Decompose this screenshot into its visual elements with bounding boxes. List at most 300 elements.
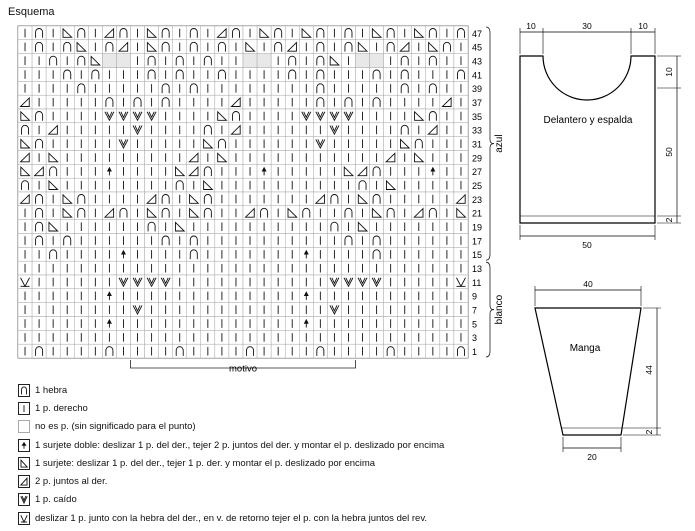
chart-cell xyxy=(313,303,327,317)
chart-cell xyxy=(398,151,412,165)
chart-cell xyxy=(173,123,187,137)
chart-cell xyxy=(412,26,426,40)
chart-cell xyxy=(60,234,74,248)
chart-cell xyxy=(18,206,32,220)
chart-cell xyxy=(131,344,145,358)
chart-cell xyxy=(257,192,271,206)
chart-cell xyxy=(173,317,187,331)
chart-cell xyxy=(74,261,88,275)
legend-item xyxy=(18,436,578,454)
chart-cell xyxy=(229,317,243,331)
chart-cell xyxy=(173,234,187,248)
chart-cell xyxy=(173,289,187,303)
chart-cell xyxy=(116,109,130,123)
chart-cell xyxy=(60,137,74,151)
chart-cell xyxy=(440,303,454,317)
chart-cell xyxy=(243,275,257,289)
chart-cell xyxy=(102,275,116,289)
chart-cell xyxy=(131,330,145,344)
chart-cell xyxy=(215,344,229,358)
chart-cell xyxy=(356,261,370,275)
chart-cell xyxy=(426,68,440,82)
juntos-icon xyxy=(18,475,30,488)
chart-cell xyxy=(370,40,384,54)
chart-cell xyxy=(370,192,384,206)
chart-cell xyxy=(384,220,398,234)
chart-cell xyxy=(201,275,215,289)
chart-cell xyxy=(102,234,116,248)
chart-cell xyxy=(384,330,398,344)
chart-cell xyxy=(299,192,313,206)
chart-cell xyxy=(271,137,285,151)
chart-cell xyxy=(440,68,454,82)
chart-cell xyxy=(426,109,440,123)
chart-cell xyxy=(74,178,88,192)
chart-cell xyxy=(18,289,32,303)
chart-cell xyxy=(398,247,412,261)
chart-cell xyxy=(60,68,74,82)
chart-cell xyxy=(398,234,412,248)
chart-cell xyxy=(215,178,229,192)
chart-cell xyxy=(243,95,257,109)
chart-cell xyxy=(46,344,60,358)
row-number: 45 xyxy=(472,42,483,53)
chart-cell xyxy=(412,81,426,95)
chart-cell xyxy=(131,192,145,206)
chart-cell xyxy=(74,247,88,261)
chart-cell xyxy=(88,151,102,165)
row-number: 15 xyxy=(472,250,483,261)
body-dim-right-bottom: 2 xyxy=(664,217,674,223)
chart-cell xyxy=(313,317,327,331)
sleeve-dim-top: 40 xyxy=(583,279,593,289)
chart-cell xyxy=(454,344,468,358)
chart-cell xyxy=(18,330,32,344)
chart-cell xyxy=(327,344,341,358)
chart-cell xyxy=(229,95,243,109)
chart-cell xyxy=(243,192,257,206)
chart-cell xyxy=(102,109,116,123)
row-number: 1 xyxy=(472,346,478,357)
chart-cell xyxy=(440,151,454,165)
chart-cell xyxy=(116,289,130,303)
legend-text: 1 p. derecho xyxy=(35,402,88,414)
chart-cell xyxy=(215,261,229,275)
chart-cell xyxy=(257,54,271,68)
row-number: 35 xyxy=(472,111,483,122)
chart-cell xyxy=(60,178,74,192)
chart-cell xyxy=(215,81,229,95)
chart-cell xyxy=(145,109,159,123)
chart-cell xyxy=(243,109,257,123)
chart-cell xyxy=(46,192,60,206)
chart-cell xyxy=(46,54,60,68)
body-dim-right-middle: 50 xyxy=(664,147,674,157)
chart-cell xyxy=(313,68,327,82)
chart-cell xyxy=(327,68,341,82)
chart-cell xyxy=(341,289,355,303)
chart-cell xyxy=(341,192,355,206)
chart-cell xyxy=(384,275,398,289)
chart-cell xyxy=(229,81,243,95)
azul-label: azul xyxy=(494,134,505,153)
chart-cell xyxy=(32,68,46,82)
chart-cell xyxy=(299,220,313,234)
chart-cell xyxy=(201,344,215,358)
chart-cell xyxy=(229,261,243,275)
chart-cell xyxy=(398,54,412,68)
chart-cell xyxy=(271,206,285,220)
chart-cell xyxy=(229,330,243,344)
chart-cell xyxy=(426,123,440,137)
sleeve-dim-bottom: 20 xyxy=(587,452,597,462)
chart-cell xyxy=(370,26,384,40)
chart-cell xyxy=(243,206,257,220)
chart-cell xyxy=(46,330,60,344)
chart-cell xyxy=(327,192,341,206)
chart-cell xyxy=(88,81,102,95)
chart-cell xyxy=(187,54,201,68)
chart-cell xyxy=(426,40,440,54)
chart-cell xyxy=(145,54,159,68)
chart-cell xyxy=(454,178,468,192)
legend-text: deslizar 1 p. junto con la hebra del der., en v. de retorno tejer el p. con la hebra juntos del rev. xyxy=(35,512,428,524)
chart-cell xyxy=(145,68,159,82)
chart-cell xyxy=(229,40,243,54)
chart-cell xyxy=(74,123,88,137)
chart-cell xyxy=(327,109,341,123)
chart-cell xyxy=(271,261,285,275)
chart-cell xyxy=(102,206,116,220)
chart-cell xyxy=(412,68,426,82)
chart-cell xyxy=(426,220,440,234)
chart-cell xyxy=(201,317,215,331)
chart-cell xyxy=(187,275,201,289)
chart-cell xyxy=(271,109,285,123)
chart-cell xyxy=(313,220,327,234)
chart-cell xyxy=(299,68,313,82)
chart-cell xyxy=(426,206,440,220)
chart-cell xyxy=(145,123,159,137)
chart-cell xyxy=(88,123,102,137)
chart-cell xyxy=(271,275,285,289)
chart-cell xyxy=(285,151,299,165)
sleeve-dim-right: 44 xyxy=(644,365,654,375)
chart-cell xyxy=(356,178,370,192)
chart-cell xyxy=(187,206,201,220)
chart-cell xyxy=(145,261,159,275)
chart-cell xyxy=(412,164,426,178)
chart-cell xyxy=(257,234,271,248)
chart-cell xyxy=(131,206,145,220)
chart-cell xyxy=(257,26,271,40)
chart-cell xyxy=(356,344,370,358)
body-dim-bottom: 50 xyxy=(582,240,592,250)
chart-cell xyxy=(440,192,454,206)
chart-cell xyxy=(102,317,116,331)
chart-cell xyxy=(412,330,426,344)
chart-cell xyxy=(398,303,412,317)
chart-cell xyxy=(341,123,355,137)
chart-cell xyxy=(299,81,313,95)
chart-cell xyxy=(285,344,299,358)
chart-cell xyxy=(116,26,130,40)
chart-cell xyxy=(243,151,257,165)
chart-cell xyxy=(201,330,215,344)
chart-cell xyxy=(88,220,102,234)
chart-cell xyxy=(243,344,257,358)
chart-cell xyxy=(370,68,384,82)
chart-cell xyxy=(412,137,426,151)
chart-cell xyxy=(60,344,74,358)
chart-cell xyxy=(356,303,370,317)
chart-cell xyxy=(313,289,327,303)
chart-cell xyxy=(341,234,355,248)
row-number: 5 xyxy=(472,319,478,330)
chart-cell xyxy=(159,344,173,358)
chart-cell xyxy=(412,151,426,165)
chart-cell xyxy=(74,68,88,82)
chart-cell xyxy=(370,95,384,109)
chart-cell xyxy=(60,81,74,95)
chart-cell xyxy=(370,151,384,165)
blanco-bracket xyxy=(486,262,494,357)
chart-cell xyxy=(299,109,313,123)
chart-cell xyxy=(341,81,355,95)
chart-cell xyxy=(229,303,243,317)
chart-cell xyxy=(116,54,130,68)
chart-cell xyxy=(187,220,201,234)
chart-cell xyxy=(341,275,355,289)
chart-cell xyxy=(116,220,130,234)
chart-cell xyxy=(187,178,201,192)
chart-cell xyxy=(285,330,299,344)
chart-cell xyxy=(32,137,46,151)
chart-cell xyxy=(313,206,327,220)
chart-cell xyxy=(131,261,145,275)
legend-text: 1 surjete: deslizar 1 p. del der., tejer 1 p. der. y montar el p. deslizado por encima xyxy=(35,457,376,469)
chart-cell xyxy=(257,344,271,358)
chart-cell xyxy=(356,330,370,344)
chart-cell xyxy=(187,192,201,206)
chart-cell xyxy=(74,317,88,331)
chart-cell xyxy=(384,164,398,178)
chart-cell xyxy=(215,26,229,40)
chart-cell xyxy=(215,68,229,82)
chart-cell xyxy=(173,95,187,109)
chart-cell xyxy=(440,261,454,275)
chart-cell xyxy=(173,206,187,220)
chart-cell xyxy=(145,26,159,40)
surjete-doble-icon xyxy=(18,439,30,452)
deslizar-icon xyxy=(18,512,30,525)
chart-cell xyxy=(131,95,145,109)
chart-cell xyxy=(46,234,60,248)
chart-cell xyxy=(313,95,327,109)
chart-cell xyxy=(46,68,60,82)
chart-cell xyxy=(74,192,88,206)
chart-cell xyxy=(257,137,271,151)
chart-cell xyxy=(187,109,201,123)
chart-cell xyxy=(32,81,46,95)
chart-cell xyxy=(159,330,173,344)
chart-cell xyxy=(398,164,412,178)
chart-cell xyxy=(215,109,229,123)
chart-cell xyxy=(32,234,46,248)
chart-cell xyxy=(299,275,313,289)
chart-cell xyxy=(327,178,341,192)
chart-cell xyxy=(313,151,327,165)
schematics xyxy=(505,18,690,468)
chart-cell xyxy=(102,123,116,137)
chart-cell xyxy=(243,26,257,40)
chart-cell xyxy=(370,234,384,248)
chart-cell xyxy=(384,178,398,192)
chart-cell xyxy=(285,95,299,109)
chart-cell xyxy=(201,81,215,95)
chart-cell xyxy=(327,289,341,303)
chart-cell xyxy=(187,247,201,261)
chart-cell xyxy=(356,247,370,261)
chart-cell xyxy=(173,54,187,68)
chart-cell xyxy=(299,317,313,331)
chart-cell xyxy=(285,68,299,82)
chart-cell xyxy=(116,206,130,220)
chart-cell xyxy=(60,40,74,54)
chart-cell xyxy=(370,289,384,303)
chart-cell xyxy=(88,26,102,40)
chart-cell xyxy=(201,206,215,220)
chart-cell xyxy=(271,220,285,234)
chart-cell xyxy=(102,261,116,275)
row-numbers xyxy=(472,29,482,357)
chart-cell xyxy=(341,178,355,192)
legend-text: no es p. (sin significado para el punto) xyxy=(35,421,196,433)
chart-cell xyxy=(187,234,201,248)
chart-cell xyxy=(426,247,440,261)
chart-cell xyxy=(313,109,327,123)
chart-cell xyxy=(426,303,440,317)
chart-cell xyxy=(440,178,454,192)
chart-cell xyxy=(215,330,229,344)
chart-cell xyxy=(313,344,327,358)
chart-cell xyxy=(398,275,412,289)
chart-cell xyxy=(257,109,271,123)
chart-cell xyxy=(271,54,285,68)
chart-cell xyxy=(299,261,313,275)
chart-cell xyxy=(145,40,159,54)
chart-cell xyxy=(299,247,313,261)
chart-cell xyxy=(384,289,398,303)
chart-cell xyxy=(18,303,32,317)
chart-cell xyxy=(313,261,327,275)
chart-cell xyxy=(116,178,130,192)
legend-text: 1 surjete doble: deslizar 1 p. del der., tejer 2 p. juntos del der. y montar el p. deslizado por encima xyxy=(35,439,445,451)
chart-cell xyxy=(440,206,454,220)
chart-cell xyxy=(412,178,426,192)
chart-cell xyxy=(74,206,88,220)
chart-cell xyxy=(370,109,384,123)
chart-cell xyxy=(327,54,341,68)
chart-cell xyxy=(102,220,116,234)
row-number: 47 xyxy=(472,28,483,39)
chart-cell xyxy=(313,137,327,151)
chart-cell xyxy=(440,123,454,137)
chart-cell xyxy=(102,178,116,192)
chart-cell xyxy=(159,275,173,289)
chart-cell xyxy=(74,330,88,344)
chart-cell xyxy=(201,303,215,317)
chart-cell xyxy=(243,289,257,303)
chart-cell xyxy=(159,289,173,303)
chart-cell xyxy=(370,137,384,151)
chart-cell xyxy=(454,164,468,178)
chart-cell xyxy=(18,234,32,248)
chart-cell xyxy=(116,81,130,95)
chart-cell xyxy=(412,247,426,261)
chart-cell xyxy=(229,54,243,68)
chart-cell xyxy=(384,81,398,95)
chart-cell xyxy=(412,344,426,358)
chart-cell xyxy=(116,192,130,206)
chart-cell xyxy=(426,234,440,248)
blanco-label: blanco xyxy=(494,294,505,325)
chart-cell xyxy=(454,151,468,165)
chart-cell xyxy=(116,261,130,275)
body-outline xyxy=(520,56,655,223)
chart-cell xyxy=(412,40,426,54)
row-number: 43 xyxy=(472,56,483,67)
chart-cell xyxy=(257,247,271,261)
chart-cell xyxy=(356,26,370,40)
chart-cell xyxy=(243,137,257,151)
chart-cell xyxy=(356,137,370,151)
chart-cell xyxy=(285,123,299,137)
chart-cell xyxy=(440,220,454,234)
chart-cell xyxy=(102,303,116,317)
body-schematic xyxy=(520,21,681,250)
chart-cell xyxy=(60,289,74,303)
chart-cell xyxy=(440,54,454,68)
chart-cell xyxy=(159,303,173,317)
chart-cell xyxy=(271,26,285,40)
chart-cell xyxy=(299,206,313,220)
chart-cell xyxy=(145,151,159,165)
chart-cell xyxy=(60,54,74,68)
chart-cell xyxy=(370,220,384,234)
chart-cell xyxy=(18,344,32,358)
chart-cell xyxy=(201,40,215,54)
blank-icon xyxy=(18,420,30,433)
chart-cell xyxy=(229,151,243,165)
chart-cell xyxy=(412,289,426,303)
chart-cell xyxy=(18,192,32,206)
chart-cell xyxy=(313,54,327,68)
row-number: 21 xyxy=(472,208,483,219)
chart-cell xyxy=(46,26,60,40)
chart-cell xyxy=(88,54,102,68)
chart-cell xyxy=(426,164,440,178)
chart-cell xyxy=(313,178,327,192)
chart-cell xyxy=(201,178,215,192)
chart-cell xyxy=(187,68,201,82)
chart-cell xyxy=(159,137,173,151)
chart-cell xyxy=(313,40,327,54)
chart-cell xyxy=(426,344,440,358)
chart-cell xyxy=(88,68,102,82)
chart-cell xyxy=(159,123,173,137)
row-number: 13 xyxy=(472,263,483,274)
